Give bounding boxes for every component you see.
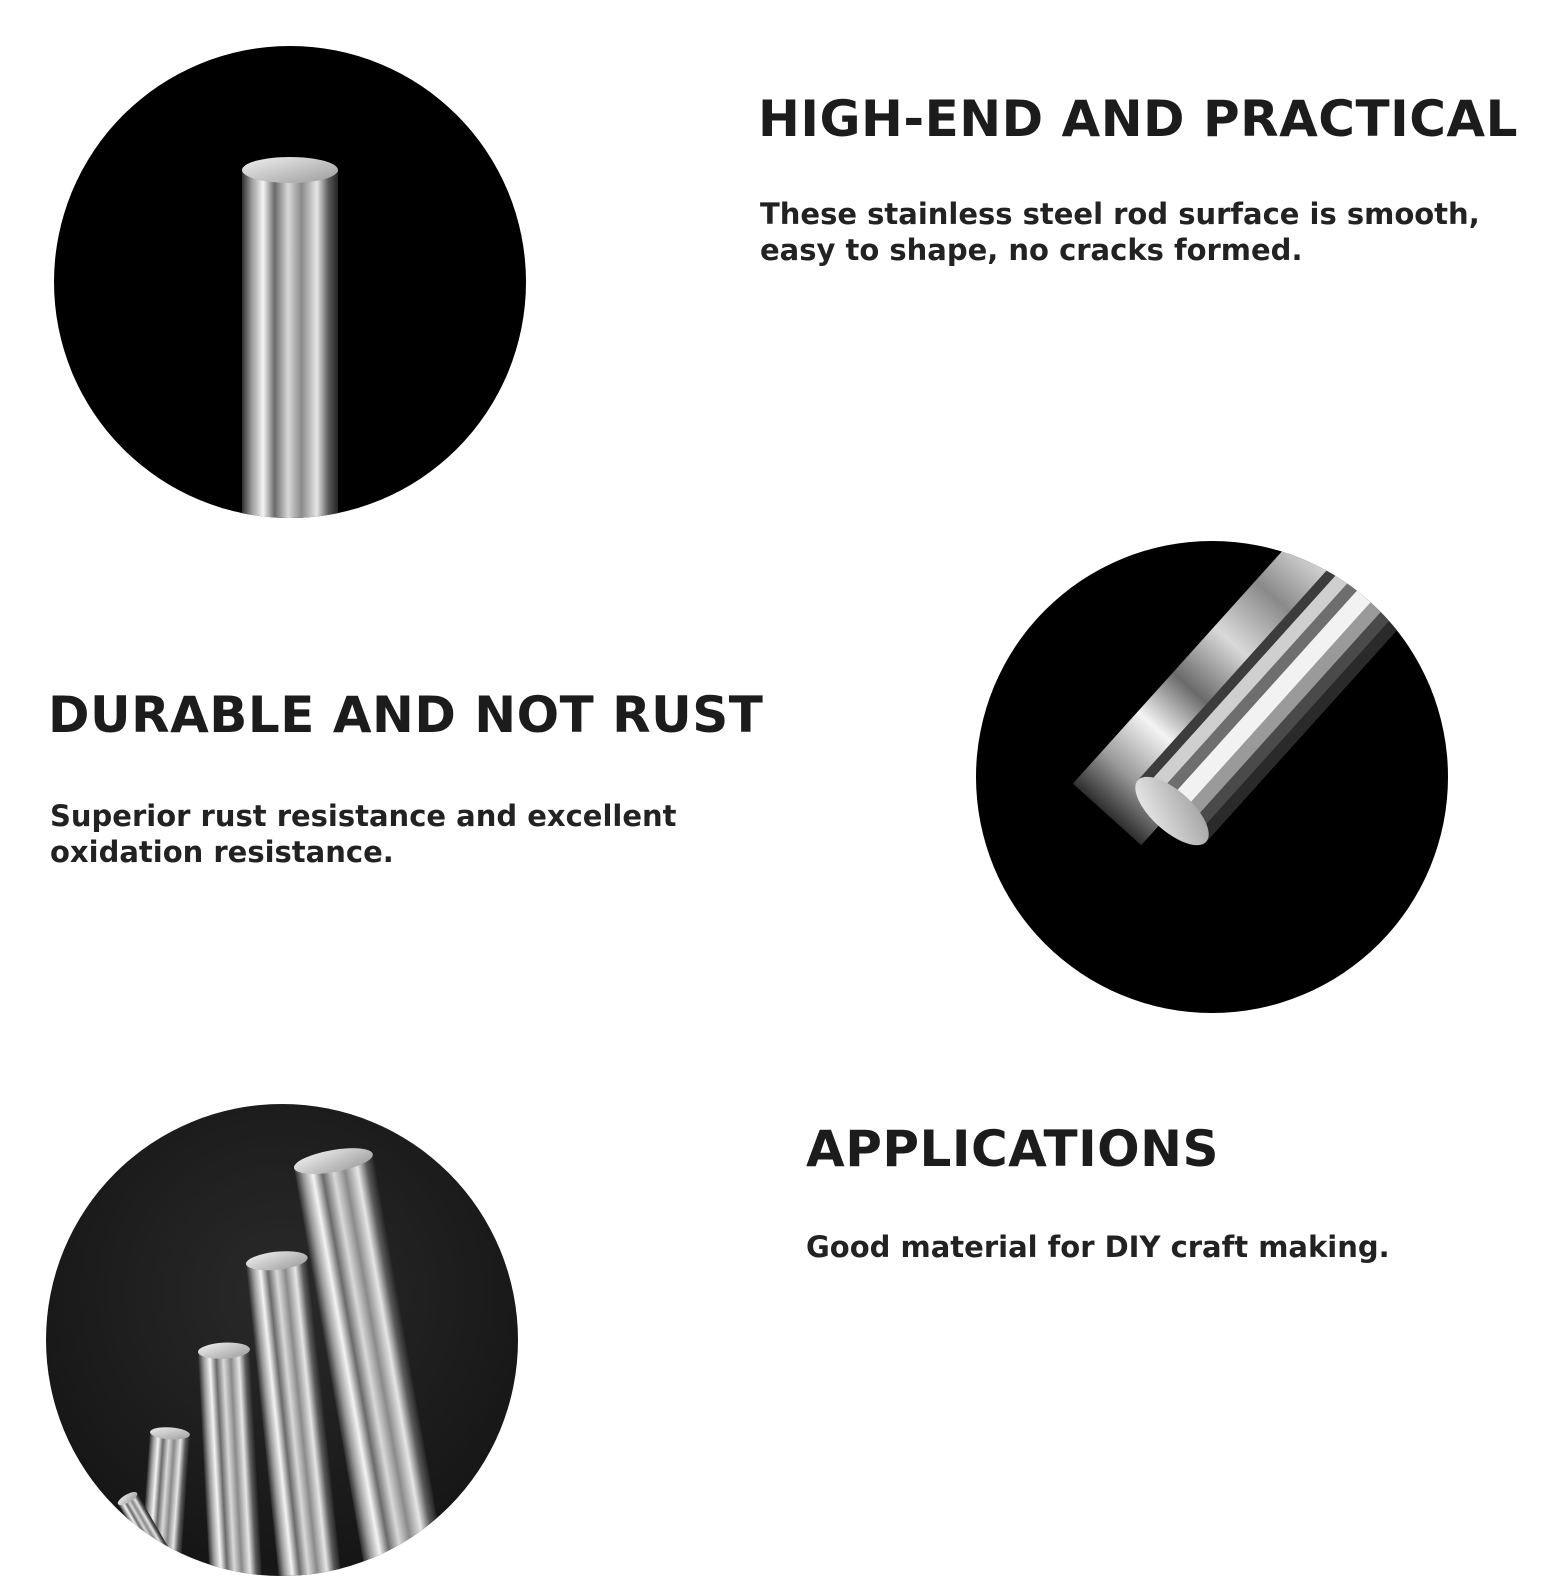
section-heading-applications: APPLICATIONS (806, 1120, 1220, 1178)
rod-illustration-multiple (46, 1104, 518, 1576)
rod-photo-angled-end (976, 541, 1448, 1013)
rod-illustration-vertical (54, 46, 526, 518)
section-text-applications: Good material for DIY craft making. (806, 1230, 1390, 1264)
section-text-durable: Superior rust resistance and excellent oxidation resistance. (50, 799, 677, 869)
rod-photo-single-vertical (54, 46, 526, 518)
section-heading-durable: DURABLE AND NOT RUST (48, 686, 764, 744)
rod-illustration-angled (976, 541, 1448, 1013)
section-heading-high-end: HIGH-END AND PRACTICAL (758, 90, 1518, 148)
rod-photo-multiple (46, 1104, 518, 1576)
section-text-high-end: These stainless steel rod surface is smooth, easy to shape, no cracks formed. (760, 197, 1480, 267)
